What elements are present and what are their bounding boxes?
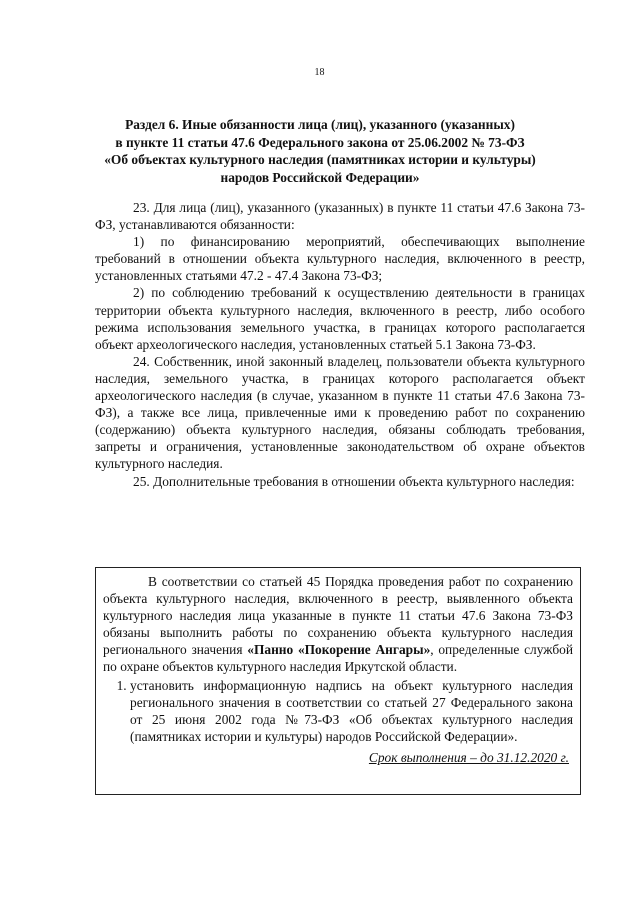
paragraph-24: 24. Собственник, иной законный владелец, пользователи объекта культурного наследия, земельного участка, в границах которого располагается объект археологического наследия (в случае, указанном в пункте 11 статьи 47.6 Закона 73-ФЗ), а также все лица, привлеченные ими к проведению работ по сохранению (содержанию) объекта культурного наследия, обязаны соблюдать требования, запреты и ограничения, установленные законодательством об охране объектов культурного наследия. [95,353,585,472]
paragraph-23-item-2: 2) по соблюдению требований к осуществлению деятельности в границах территории объекта культурного наследия, включенного в реестр, либо особого режима использования земельного участка, в границах которого располагается объект археологического наследия, установленных статьей 5.1 Закона 73-ФЗ. [95,285,585,352]
lead-text-part-1: В соответствии со статьей 45 Порядка проведения работ по сохранению объекта культурного наследия, включенного в реестр, выявленного объекта культурного наследия лица указанные в пункте 11 статьи 47.6 Закона 73-ФЗ обязаны выполнить работы по сохранению объекта культурного наследия регионального значения [103,574,573,658]
heading-line-1: Раздел 6. Иные обязанности лица (лиц), указанного (указанных) [125,117,515,132]
page-number: 18 [314,67,325,78]
object-name: «Панно «Покорение Ангары» [247,642,431,658]
lead-text-part-2: , определенные службой по охране объектов культурного наследия Иркутской области. [103,642,573,675]
paragraph-23-item-1: 1) по финансированию мероприятий, обеспечивающих выполнение требований в отношении объекта культурного наследия, включенного в реестр, установленных статьями 47.2 - 47.4 Закона 73-ФЗ; [95,234,585,284]
requirements-lead [103,573,573,676]
paragraph-25: 25. Дополнительные требования в отношении объекта культурного наследия: [133,473,575,489]
requirements-box [95,567,581,795]
section-heading [60,116,580,186]
document-body [95,199,585,490]
deadline: Срок выполнения – до 31.12.2020 г. [368,749,569,765]
requirements-list [103,677,573,745]
paragraph-23: 23. Для лица (лиц), указанного (указанных) в пункте 11 статьи 47.6 Закона 73-ФЗ, устанавливаются обязанности: [95,200,585,233]
heading-line-3: «Об объектах культурного наследия (памятниках истории и культуры) [104,152,536,167]
requirement-item-1: 1. установить информационную надпись на объект культурного наследия регионального значения в соответствии со статьей 27 Федерального закона от 25 июня 2002 года №73-ФЗ «Об объектах культурного наследия (памятниках истории и культуры) народов Российской Федерации». [130,677,573,745]
heading-line-4: народов Российской Федерации» [220,169,420,185]
heading-line-2: в пункте 11 статьи 47.6 Федерального закона от 25.06.2002 № 73-ФЗ [115,134,525,150]
